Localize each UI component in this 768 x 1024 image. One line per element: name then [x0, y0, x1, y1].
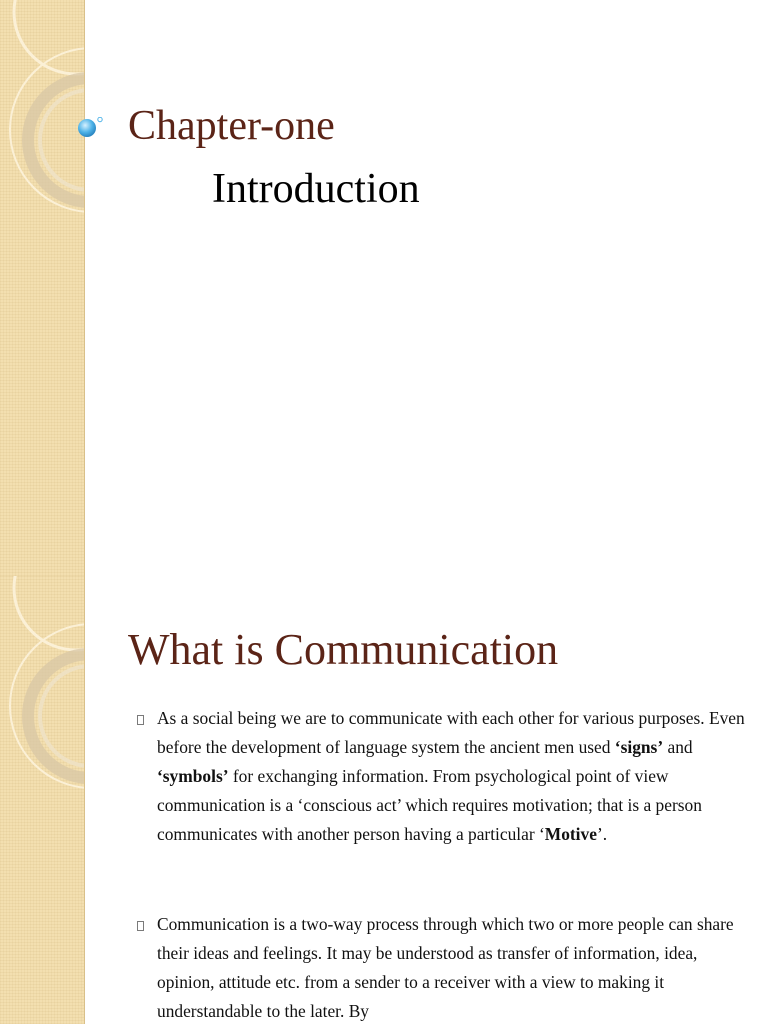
slide-title: Chapter-one [128, 103, 335, 149]
decorative-side-strip [0, 0, 85, 576]
text-run: for exchanging information. From psychological point of view communication is a ‘conscious act’ which requires motivation; that is a person communicates with another person having a particular ‘ [157, 766, 702, 844]
text-run: ’. [596, 824, 608, 844]
slide-subtitle: Introduction [212, 166, 420, 212]
bullet-paragraph [157, 910, 753, 1024]
bold-term: Motive [544, 824, 597, 844]
slide-what-is-communication [0, 576, 768, 1024]
slide-title: What is Communication [128, 625, 559, 674]
decorative-rings [0, 0, 84, 576]
text-run: As a social being we are to communicate with each other for various purposes. Even before the development of language system the ancient men used [157, 708, 745, 757]
text-run: and [663, 737, 693, 757]
accent-dot-icon [76, 117, 106, 141]
bullet-square-icon [136, 918, 148, 931]
bullet-paragraph [157, 704, 753, 849]
text-run: Communication is a two-way process through which two or more people can share their ideas and feelings. It may be understood as transfer of information, idea, opinion, attitude etc. from a sender to a receiver with a view to making it understandable to the later. By [157, 914, 734, 1021]
decorative-rings [0, 576, 84, 1024]
bold-term: ‘symbols’ [157, 766, 229, 786]
bullet-square-icon [136, 712, 148, 725]
bold-term: ‘signs’ [614, 737, 664, 757]
decorative-side-strip [0, 576, 85, 1024]
